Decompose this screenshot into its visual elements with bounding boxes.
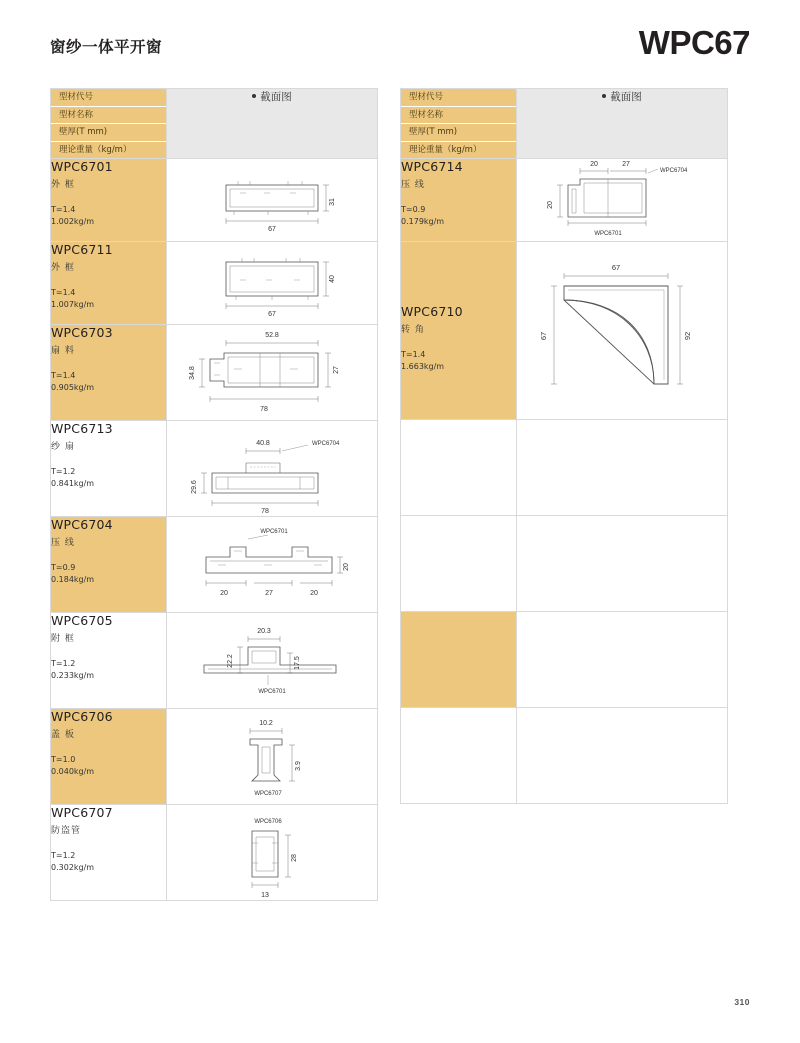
table-row [401,242,728,420]
profile-info-cell [51,613,167,709]
header-wall-thickness: 壁厚(T mm) [401,124,516,142]
profile-name: 压 线 [51,538,75,548]
profile-name: 外 框 [51,263,75,273]
profile-info-cell [401,242,517,420]
profile-code: WPC6711 [51,242,113,257]
profile-info-cell [51,709,167,805]
table-row [51,242,378,325]
profile-info-cell-empty [401,516,517,612]
table-header-row [401,89,728,159]
svg-text:67: 67 [268,311,276,318]
profile-weight: 0.302kg/m [51,862,95,872]
section-drawing [167,325,377,420]
table-row [51,613,378,709]
profile-thickness: T=1.4 [401,350,426,359]
profile-name: 扇 料 [51,346,75,356]
profile-figure-cell [167,709,378,805]
header-theoretical-weight: 理论重量（kg/m） [59,144,132,155]
svg-text:67: 67 [539,331,548,341]
profile-figure-cell [167,242,378,325]
svg-text:28: 28 [291,854,298,862]
profile-weight: 0.233kg/m [51,670,95,680]
section-drawing [167,613,377,708]
svg-text:40: 40 [329,275,336,283]
profile-code: WPC6704 [51,517,113,532]
page-number: 310 [734,997,750,1007]
profile-thickness: T=0.9 [401,205,426,214]
profile-code: WPC6707 [51,805,113,820]
svg-text:10.2: 10.2 [259,720,273,727]
profile-info-cell [51,325,167,421]
table-header-labels [401,89,517,159]
profile-weight: 0.841kg/m [51,478,95,488]
section-drawing [167,242,377,324]
svg-text:20.3: 20.3 [257,628,271,635]
profile-info-cell [51,159,167,242]
profile-thickness: T=1.4 [51,371,76,380]
profile-name: 盖 板 [51,730,75,740]
svg-text:17.5: 17.5 [294,656,301,670]
svg-text:WPC6707: WPC6707 [254,791,282,797]
profile-figure-cell [167,613,378,709]
section-drawing [517,242,727,419]
section-drawing [167,709,377,804]
section-drawing [167,517,377,612]
profile-info-cell [51,242,167,325]
svg-text:34.8: 34.8 [189,366,196,380]
profile-figure-cell [167,805,378,901]
profile-table-right [400,88,728,804]
svg-text:WPC6701: WPC6701 [260,529,288,535]
profile-thickness: T=1.2 [51,659,76,668]
series-code: WPC67 [638,24,750,61]
profile-name: 防盗管 [51,826,82,836]
svg-text:78: 78 [261,508,269,515]
table-header-row [51,89,378,159]
header-section-figure [517,89,728,159]
profile-figure-cell [517,159,728,242]
profile-thickness: T=1.2 [51,467,76,476]
profile-thickness: T=1.4 [51,288,76,297]
profile-figure-cell [517,242,728,420]
svg-text:20: 20 [547,201,554,209]
svg-text:67: 67 [611,263,621,272]
profile-name: 转 角 [401,325,425,335]
profile-name: 压 线 [401,180,425,190]
svg-text:22.2: 22.2 [227,654,234,668]
table-header-labels [51,89,167,159]
svg-text:20: 20 [343,563,350,571]
svg-text:78: 78 [260,406,268,413]
svg-text:92: 92 [683,331,692,341]
profile-name: 纱 扇 [51,442,75,452]
table-row-empty [401,612,728,708]
profile-weight: 1.002kg/m [51,216,95,226]
profile-table-left [50,88,378,901]
profile-weight: 0.184kg/m [51,574,95,584]
svg-text:WPC6701: WPC6701 [258,689,286,695]
header-section-figure-label: 截面图 [260,91,292,103]
table-row [51,159,378,242]
table-row [51,421,378,517]
profile-figure-cell-empty [517,420,728,516]
table-row [401,159,728,242]
section-drawing [167,159,377,241]
profile-info-cell [51,421,167,517]
svg-text:WPC6704: WPC6704 [660,168,688,174]
profile-weight: 0.905kg/m [51,382,95,392]
svg-text:20: 20 [590,161,598,168]
profile-info-cell [51,805,167,901]
table-row [51,709,378,805]
svg-text:WPC6701: WPC6701 [594,231,622,237]
svg-text:52.8: 52.8 [265,332,279,339]
header-section-figure [167,89,378,159]
table-row-empty [401,516,728,612]
svg-text:27: 27 [265,590,273,597]
svg-text:67: 67 [268,226,276,233]
profile-info-cell-empty [401,612,517,708]
profile-code: WPC6701 [51,159,113,174]
header-profile-code: 型材代号 [51,89,166,107]
svg-text:29.6: 29.6 [191,480,198,494]
profile-figure-cell [167,325,378,421]
profile-figure-cell [167,421,378,517]
profile-figure-cell-empty [517,708,728,804]
profile-code: WPC6706 [51,709,113,724]
bullet-icon [252,94,256,98]
svg-text:WPC6704: WPC6704 [312,441,340,447]
bullet-icon [602,94,606,98]
svg-text:40.8: 40.8 [256,440,270,447]
profile-thickness: T=1.4 [51,205,76,214]
profile-thickness: T=1.2 [51,851,76,860]
profile-thickness: T=0.9 [51,563,76,572]
profile-name: 外 框 [51,180,75,190]
svg-text:27: 27 [333,366,340,374]
profile-weight: 0.179kg/m [401,216,445,226]
profile-figure-cell-empty [517,516,728,612]
profile-code: WPC6714 [401,159,463,174]
svg-text:20: 20 [310,590,318,597]
header-section-figure-label: 截面图 [610,91,642,103]
table-row [51,805,378,901]
svg-text:27: 27 [622,161,630,168]
table-row-empty [401,420,728,516]
svg-text:3.9: 3.9 [295,761,302,771]
table-row [51,517,378,613]
section-drawing [167,421,377,516]
profile-code: WPC6705 [51,613,113,628]
header-wall-thickness: 壁厚(T mm) [51,124,166,142]
svg-text:WPC6706: WPC6706 [254,819,282,825]
profile-code: WPC6710 [401,304,463,319]
profile-info-cell [401,159,517,242]
page-header [50,24,750,72]
profile-info-cell [51,517,167,613]
profile-figure-cell [167,517,378,613]
svg-text:13: 13 [261,892,269,899]
profile-weight: 0.040kg/m [51,766,95,776]
profile-info-cell-empty [401,708,517,804]
profile-thickness: T=1.0 [51,755,76,764]
header-theoretical-weight: 理论重量（kg/m） [409,144,482,155]
profile-weight: 1.007kg/m [51,299,95,309]
section-drawing [167,805,377,900]
profile-name: 附 框 [51,634,75,644]
left-table-column [50,88,375,901]
svg-text:20: 20 [220,590,228,597]
header-profile-code: 型材代号 [401,89,516,107]
profile-code: WPC6703 [51,325,113,340]
table-row-empty [401,708,728,804]
right-table-column [400,88,725,804]
page-title: 窗纱一体平开窗 [50,38,163,56]
header-profile-name: 型材名称 [51,107,166,125]
section-drawing [517,159,727,241]
header-profile-name: 型材名称 [401,107,516,125]
profile-info-cell-empty [401,420,517,516]
profile-weight: 1.663kg/m [401,361,445,371]
table-row [51,325,378,421]
svg-text:31: 31 [329,198,336,206]
profile-code: WPC6713 [51,421,113,436]
profile-figure-cell-empty [517,612,728,708]
profile-figure-cell [167,159,378,242]
